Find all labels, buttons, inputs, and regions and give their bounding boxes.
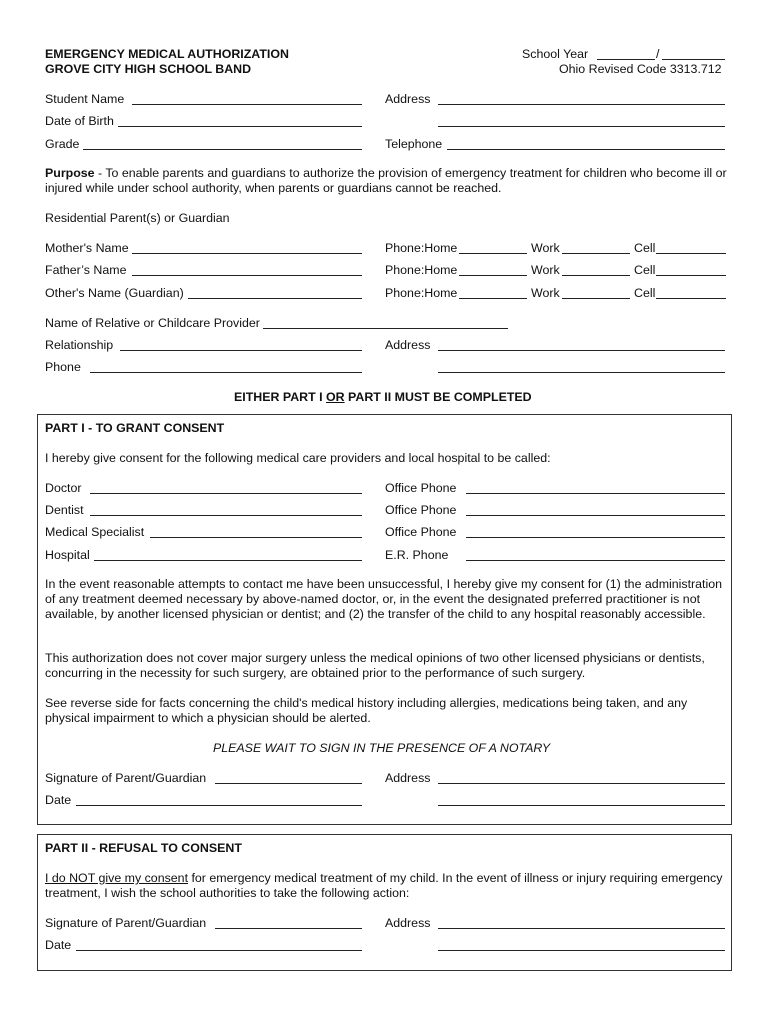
part2-date-field[interactable] bbox=[76, 950, 362, 951]
part1-title: PART I - TO GRANT CONSENT bbox=[45, 421, 225, 435]
father-phone-work-field[interactable] bbox=[562, 275, 630, 276]
part2-address-field-1[interactable] bbox=[438, 928, 725, 929]
guardian-phone-cell-label: Cell bbox=[634, 286, 656, 300]
er-phone-label: E.R. Phone bbox=[385, 548, 449, 562]
dentist-office-phone-label: Office Phone bbox=[385, 503, 457, 517]
ohio-code: Ohio Revised Code 3313.712 bbox=[559, 62, 722, 76]
part1-signature-label: Signature of Parent/Guardian bbox=[45, 771, 207, 785]
mother-phone-home-field[interactable] bbox=[459, 253, 527, 254]
part2-signature-label: Signature of Parent/Guardian bbox=[45, 916, 207, 930]
relative-phone-field[interactable] bbox=[90, 372, 362, 373]
father-phone-home-label: Phone:Home bbox=[385, 263, 458, 277]
mother-phone-work-label: Work bbox=[531, 241, 560, 255]
school-year-field-2[interactable] bbox=[662, 59, 725, 60]
surgery-paragraph: This authorization does not cover major surgery unless the medical opinions of two other licensed physicians or dentists, concurring in the necessity for such surgery, are obtained prior to the performance of such surgery. bbox=[45, 651, 705, 680]
part1-address-field-1[interactable] bbox=[438, 783, 725, 784]
school-year-separator: / bbox=[656, 47, 660, 61]
specialist-office-phone-label: Office Phone bbox=[385, 525, 457, 539]
purpose-text: - To enable parents and guardians to authorize the provision of emergency treatment for children who become ill or injured while under school authority, when parents or guardians cannot be reached. bbox=[45, 166, 727, 195]
specialist-office-phone-field[interactable] bbox=[466, 537, 725, 538]
relative-address-field-2[interactable] bbox=[438, 372, 725, 373]
mother-phone-cell-label: Cell bbox=[634, 241, 656, 255]
father-name-field[interactable] bbox=[132, 275, 362, 276]
father-phone-cell-field[interactable] bbox=[656, 275, 726, 276]
grade-label: Grade bbox=[45, 137, 80, 151]
school-year-label: School Year bbox=[522, 47, 589, 61]
guardian-phone-cell-field[interactable] bbox=[656, 298, 726, 299]
telephone-label: Telephone bbox=[385, 137, 443, 151]
purpose-paragraph bbox=[45, 166, 730, 196]
dentist-office-phone-field[interactable] bbox=[466, 515, 725, 516]
consent-paragraph: In the event reasonable attempts to contact me have been unsuccessful, I hereby give my consent for (1) the administration of any treatment deemed necessary by above-named doctor, or, in the event the designated preferred practitioner is not available, by another licensed physician or dentist; and (2) the transfer of the child to any hospital reasonably accessible. bbox=[45, 577, 723, 621]
parents-heading: Residential Parent(s) or Guardian bbox=[45, 211, 230, 225]
mother-name-label: Mother's Name bbox=[45, 241, 129, 255]
guardian-phone-work-label: Work bbox=[531, 286, 560, 300]
student-address-field-1[interactable] bbox=[438, 104, 725, 105]
relative-name-label: Name of Relative or Childcare Provider bbox=[45, 316, 260, 330]
part2-signature-field[interactable] bbox=[215, 928, 362, 929]
part1-address-field-2[interactable] bbox=[438, 805, 725, 806]
part1-date-label: Date bbox=[45, 793, 72, 807]
relative-address-field-1[interactable] bbox=[438, 350, 725, 351]
student-name-field[interactable] bbox=[132, 104, 362, 105]
er-phone-field[interactable] bbox=[466, 560, 725, 561]
doctor-field[interactable] bbox=[90, 493, 362, 494]
part2-address-label: Address bbox=[385, 916, 431, 930]
guardian-phone-home-field[interactable] bbox=[459, 298, 527, 299]
relationship-label: Relationship bbox=[45, 338, 114, 352]
doctor-label: Doctor bbox=[45, 481, 82, 495]
part1-date-field[interactable] bbox=[76, 805, 362, 806]
part1-address-label: Address bbox=[385, 771, 431, 785]
student-address-label: Address bbox=[385, 92, 431, 106]
part1-signature-field[interactable] bbox=[215, 783, 362, 784]
refusal-underlined: I do NOT give my consent bbox=[45, 871, 189, 885]
mother-phone-home-label: Phone:Home bbox=[385, 241, 458, 255]
father-phone-cell-label: Cell bbox=[634, 263, 656, 277]
refusal-paragraph bbox=[45, 871, 725, 901]
notary-notice: PLEASE WAIT TO SIGN IN THE PRESENCE OF A NOTARY bbox=[213, 741, 551, 755]
father-phone-home-field[interactable] bbox=[459, 275, 527, 276]
either-or: OR bbox=[326, 390, 345, 404]
telephone-field[interactable] bbox=[447, 149, 725, 150]
hospital-label: Hospital bbox=[45, 548, 90, 562]
father-phone-work-label: Work bbox=[531, 263, 560, 277]
reverse-side-paragraph: See reverse side for facts concerning the child's medical history including allergies, medications being taken, and any physical impairment to which a physician should be alerted. bbox=[45, 696, 688, 725]
student-name-label: Student Name bbox=[45, 92, 125, 106]
specialist-label: Medical Specialist bbox=[45, 525, 145, 539]
hospital-field[interactable] bbox=[94, 560, 362, 561]
relative-name-field[interactable] bbox=[263, 328, 508, 329]
mother-name-field[interactable] bbox=[132, 253, 362, 254]
dob-field[interactable] bbox=[118, 126, 362, 127]
grade-field[interactable] bbox=[83, 149, 362, 150]
either-pre: EITHER PART I bbox=[234, 390, 327, 404]
mother-phone-work-field[interactable] bbox=[562, 253, 630, 254]
father-name-label: Father’s Name bbox=[45, 263, 127, 277]
either-post: PART II MUST BE COMPLETED bbox=[344, 390, 532, 404]
mother-phone-cell-field[interactable] bbox=[656, 253, 726, 254]
doctor-office-phone-field[interactable] bbox=[466, 493, 725, 494]
dentist-label: Dentist bbox=[45, 503, 84, 517]
specialist-field[interactable] bbox=[150, 537, 362, 538]
guardian-phone-home-label: Phone:Home bbox=[385, 286, 458, 300]
school-band-title: GROVE CITY HIGH SCHOOL BAND bbox=[45, 62, 252, 76]
relative-address-label: Address bbox=[385, 338, 431, 352]
dob-label: Date of Birth bbox=[45, 114, 114, 128]
student-address-field-2[interactable] bbox=[438, 126, 725, 127]
refusal-text: for emergency medical treatment of my child. In the event of illness or injury requiring emergency treatment, I wish the school authorities to take the following action: bbox=[45, 871, 723, 900]
part2-date-label: Date bbox=[45, 938, 72, 952]
either-or-notice bbox=[234, 390, 532, 404]
relative-phone-label: Phone bbox=[45, 360, 81, 374]
guardian-name-field[interactable] bbox=[188, 298, 362, 299]
part1-intro: I hereby give consent for the following medical care providers and local hospital to be called: bbox=[45, 451, 551, 465]
guardian-name-label: Other's Name (Guardian) bbox=[45, 286, 184, 300]
part2-title: PART II - REFUSAL TO CONSENT bbox=[45, 841, 242, 855]
school-year-field-1[interactable] bbox=[597, 59, 655, 60]
relationship-field[interactable] bbox=[120, 350, 362, 351]
purpose-label: Purpose bbox=[45, 166, 95, 180]
form-title: EMERGENCY MEDICAL AUTHORIZATION bbox=[45, 47, 289, 61]
part2-address-field-2[interactable] bbox=[438, 950, 725, 951]
doctor-office-phone-label: Office Phone bbox=[385, 481, 457, 495]
guardian-phone-work-field[interactable] bbox=[562, 298, 630, 299]
dentist-field[interactable] bbox=[90, 515, 362, 516]
